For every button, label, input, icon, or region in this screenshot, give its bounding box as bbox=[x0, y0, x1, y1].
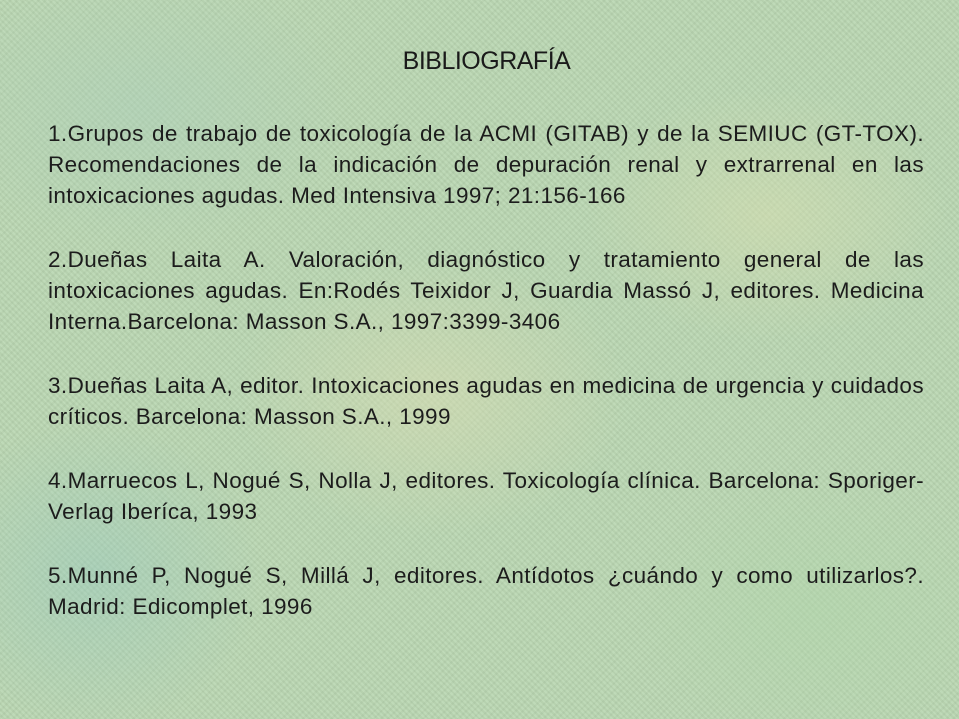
reference-list bbox=[48, 118, 924, 655]
slide-title: BIBLIOGRAFÍA bbox=[402, 47, 571, 75]
reference-item-1: 1.Grupos de trabajo de toxicología de la ACMI (GITAB) y de la SEMIUC (GT-TOX). Recomendaciones de la indicación de depuración renal y extrarrenal en las intoxicaciones agudas. Med Intensiva 1997; 21:156-166 bbox=[48, 121, 924, 208]
reference-item-5: 5.Munné P, Nogué S, Millá J, editores. Antídotos ¿cuándo y como utilizarlos?. Madrid: Edicomplet, 1996 bbox=[48, 563, 924, 619]
reference-item-4: 4.Marruecos L, Nogué S, Nolla J, editores. Toxicología clínica. Barcelona: Sporiger-Verlag Iberíca, 1993 bbox=[48, 468, 924, 524]
reference-item-3: 3.Dueñas Laita A, editor. Intoxicaciones agudas en medicina de urgencia y cuidados críticos. Barcelona: Masson S.A., 1999 bbox=[48, 373, 924, 429]
reference-item-2: 2.Dueñas Laita A. Valoración, diagnóstico y tratamiento general de las intoxicaciones agudas. En:Rodés Teixidor J, Guardia Massó J, editores. Medicina Interna.Barcelona: Masson S.A., 1997:3399-3406 bbox=[48, 247, 924, 334]
